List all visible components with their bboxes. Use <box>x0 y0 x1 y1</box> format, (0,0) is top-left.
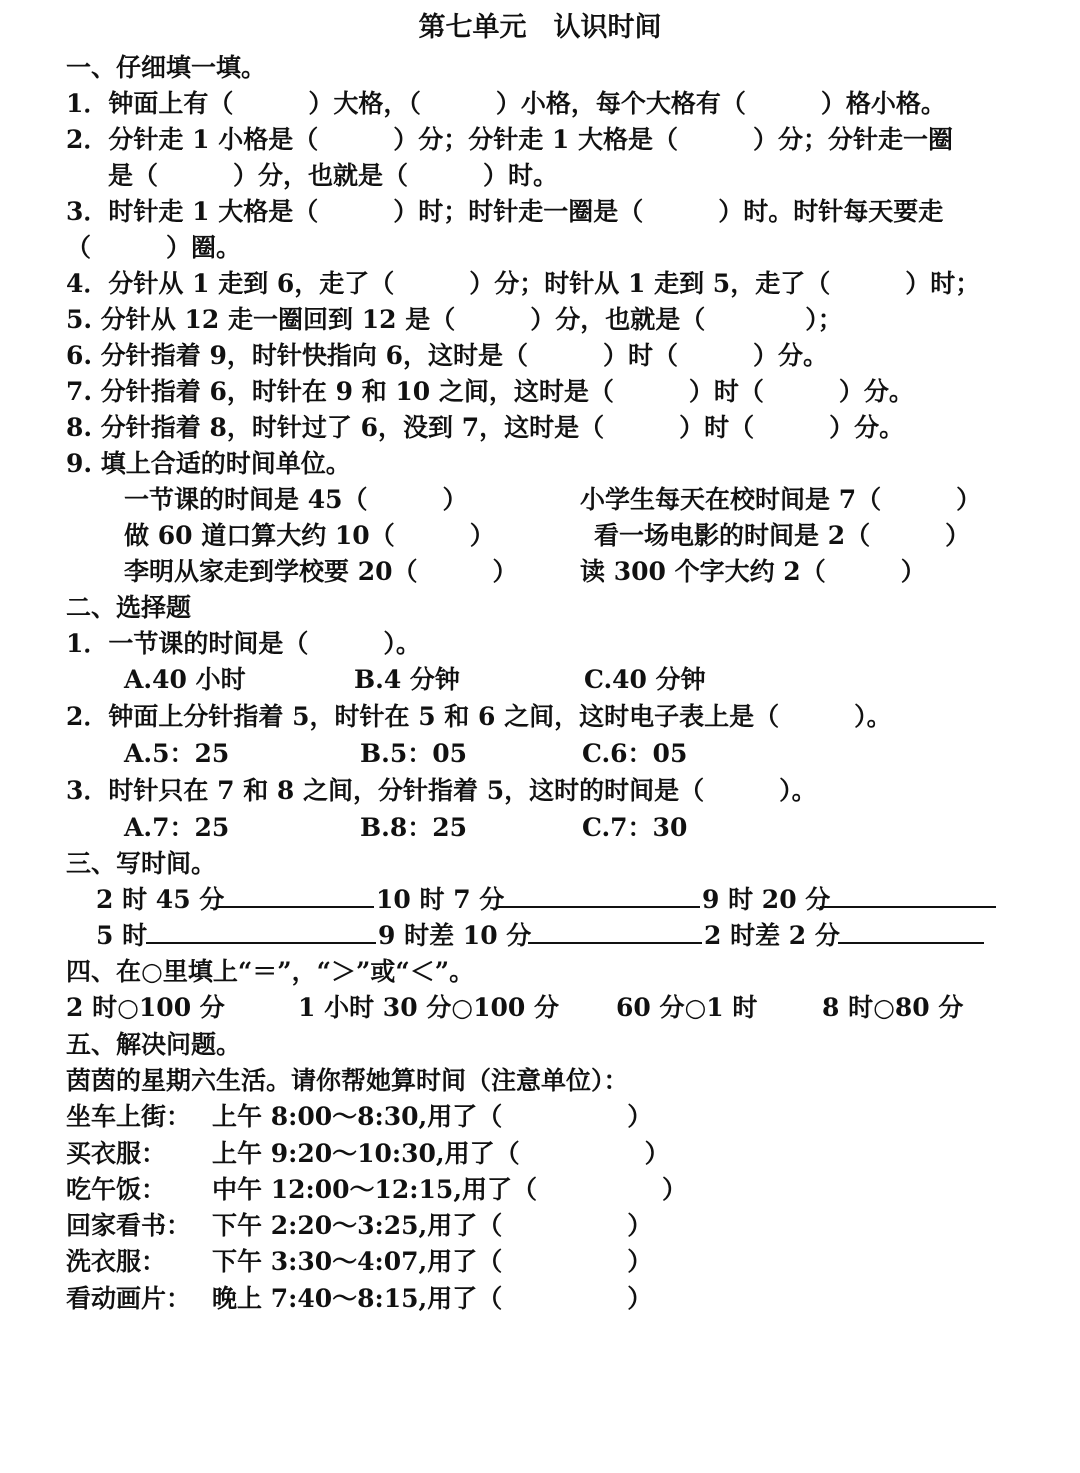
section3-heading: 三、写时间。 <box>66 849 217 878</box>
activity-label: 看动画片： <box>66 1284 192 1313</box>
unit-item: 一节课的时间是 45（ ） <box>124 485 468 514</box>
answer-line[interactable] <box>146 918 376 954</box>
question-1-7: 7. 分针指着 6，时针在 9 和 10 之间，这时是（ ）时（ ）分。 <box>66 377 914 406</box>
choice-option: C.6：05 <box>582 739 688 768</box>
section1-heading: 一、仔细填一填。 <box>66 53 267 82</box>
problem-intro: 茵茵的星期六生活。请你帮她算时间（注意单位）： <box>66 1066 629 1095</box>
choice-option: B.8：25 <box>360 813 468 842</box>
choice-option: C.40 分钟 <box>584 665 706 694</box>
question-1-2: 2．分针走 1 小格是（ ）分；分针走 1 大格是（ ）分；分针走一圈 <box>66 125 954 154</box>
unit-item: 做 60 道口算大约 10（ ） <box>124 521 495 550</box>
activity-label: 吃午饭： <box>66 1175 167 1204</box>
section2-heading: 二、选择题 <box>66 593 192 622</box>
section5-heading: 五、解决问题。 <box>66 1030 242 1059</box>
write-time-item: 2 时 45 分 <box>96 885 225 914</box>
activity-time: 晚上 7:40～8:15,用了（ ） <box>212 1284 653 1313</box>
choice-option: C.7：30 <box>582 813 688 842</box>
write-time-item: 9 时 20 分 <box>702 885 831 914</box>
choice-option: B.4 分钟 <box>354 665 460 694</box>
activity-label: 买衣服： <box>66 1139 167 1168</box>
answer-line[interactable] <box>528 918 702 954</box>
activity-time: 下午 3:30～4:07,用了（ ） <box>212 1247 653 1276</box>
write-time-item: 2 时差 2 分 <box>704 921 840 950</box>
activity-time: 中午 12:00～12:15,用了（ ） <box>212 1175 688 1204</box>
activity-time: 上午 8:00～8:30,用了（ ） <box>212 1102 653 1131</box>
activity-label: 坐车上街： <box>66 1102 192 1131</box>
write-time-item: 5 时 <box>96 921 148 950</box>
choice-question-3: 3．时针只在 7 和 8 之间，分针指着 5，这时的时间是（ ）。 <box>66 776 817 805</box>
answer-line[interactable] <box>838 918 984 954</box>
activity-label: 回家看书： <box>66 1211 192 1240</box>
unit-item: 读 300 个字大约 2（ ） <box>580 557 926 586</box>
question-1-8: 8. 分针指着 8，时针过了 6，没到 7，这时是（ ）时（ ）分。 <box>66 413 905 442</box>
choice-question-1: 1．一节课的时间是（ ）。 <box>66 629 421 658</box>
choice-option: A.7：25 <box>124 813 230 842</box>
question-1-3: 3．时针走 1 大格是（ ）时；时针走一圈是（ ）时。时针每天要走 <box>66 197 944 226</box>
choice-option: B.5：05 <box>360 739 468 768</box>
write-time-item: 9 时差 10 分 <box>378 921 532 950</box>
compare-item: 60 分○1 时 <box>616 993 758 1022</box>
question-1-5: 5. 分针从 12 走一圈回到 12 是（ ）分，也就是（ ）； <box>66 305 843 334</box>
question-1-4: 4．分针从 1 走到 6，走了（ ）分；时针从 1 走到 5，走了（ ）时； <box>66 269 981 298</box>
page-title: 第七单元 认识时间 <box>418 12 662 43</box>
unit-item: 看一场电影的时间是 2（ ） <box>594 521 971 550</box>
section4-heading: 四、在○里填上“＝”，“＞”或“＜”。 <box>66 957 475 986</box>
choice-option: A.5：25 <box>124 739 230 768</box>
question-1-9: 9. 填上合适的时间单位。 <box>66 449 351 478</box>
unit-item: 李明从家走到学校要 20（ ） <box>124 557 518 586</box>
write-time-item: 10 时 7 分 <box>376 885 505 914</box>
activity-time: 上午 9:20～10:30,用了（ ） <box>212 1139 670 1168</box>
compare-item: 2 时○100 分 <box>66 993 225 1022</box>
answer-line[interactable] <box>820 882 996 918</box>
question-1-6: 6. 分针指着 9，时针快指向 6，这时是（ ）时（ ）分。 <box>66 341 829 370</box>
compare-item: 1 小时 30 分○100 分 <box>298 993 559 1022</box>
compare-item: 8 时○80 分 <box>822 993 964 1022</box>
question-1-3-cont: （ ）圈。 <box>66 233 242 262</box>
answer-line[interactable] <box>216 882 374 918</box>
activity-label: 洗衣服： <box>66 1247 167 1276</box>
choice-question-2: 2．钟面上分针指着 5，时针在 5 和 6 之间，这时电子表上是（ ）。 <box>66 702 892 731</box>
unit-item: 小学生每天在校时间是 7（ ） <box>580 485 982 514</box>
choice-option: A.40 小时 <box>124 665 246 694</box>
answer-line[interactable] <box>496 882 700 918</box>
question-1-1: 1．钟面上有（ ）大格，（ ）小格，每个大格有（ ）格小格。 <box>66 89 946 118</box>
activity-time: 下午 2:20～3:25,用了（ ） <box>212 1211 653 1240</box>
question-1-2-cont: 是（ ）分，也就是（ ）时。 <box>108 161 559 190</box>
